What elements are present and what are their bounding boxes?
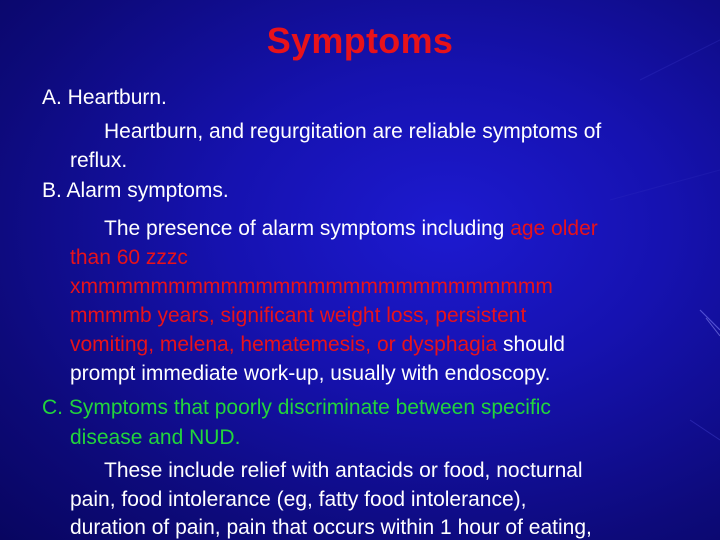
section-b-line-5 xyxy=(70,333,565,357)
section-b-line-3: xmmmmmmmmmmmmmmmmmmmmmmmmmmm xyxy=(70,275,553,298)
section-b-line-1-text: The presence of alarm symptoms including xyxy=(104,217,511,240)
slide-title: Symptoms xyxy=(266,20,454,61)
section-b-line-4: mmmmb years, significant weight loss, persistent xyxy=(70,304,527,327)
section-a-line-2: reflux. xyxy=(70,149,128,172)
section-c-heading: C. Symptoms that poorly discriminate between specific xyxy=(42,396,551,419)
section-b-line-1 xyxy=(104,217,598,241)
section-b-heading: B. Alarm symptoms. xyxy=(42,179,229,202)
section-c-line-2: pain, food intolerance (eg, fatty food intolerance), xyxy=(70,488,527,511)
section-b-line-5-alarm: vomiting, melena, hematemesis, or dysphagia xyxy=(70,333,498,356)
section-b-line-6: prompt immediate work-up, usually with endoscopy. xyxy=(70,362,551,385)
section-b-line-1-alarm: age older xyxy=(510,217,598,240)
section-c-line-1: These include relief with antacids or food, nocturnal xyxy=(104,459,583,482)
section-c-line-3: duration of pain, pain that occurs within 1 hour of eating, xyxy=(70,516,592,539)
section-c-heading-line-2: disease and NUD. xyxy=(70,426,241,449)
section-a-heading: A. Heartburn. xyxy=(42,86,167,109)
section-a-line-1: Heartburn, and regurgitation are reliable symptoms of xyxy=(104,120,602,143)
section-b-line-2: than 60 zzzc xyxy=(70,246,188,269)
section-b-line-5-text: should xyxy=(497,333,565,356)
